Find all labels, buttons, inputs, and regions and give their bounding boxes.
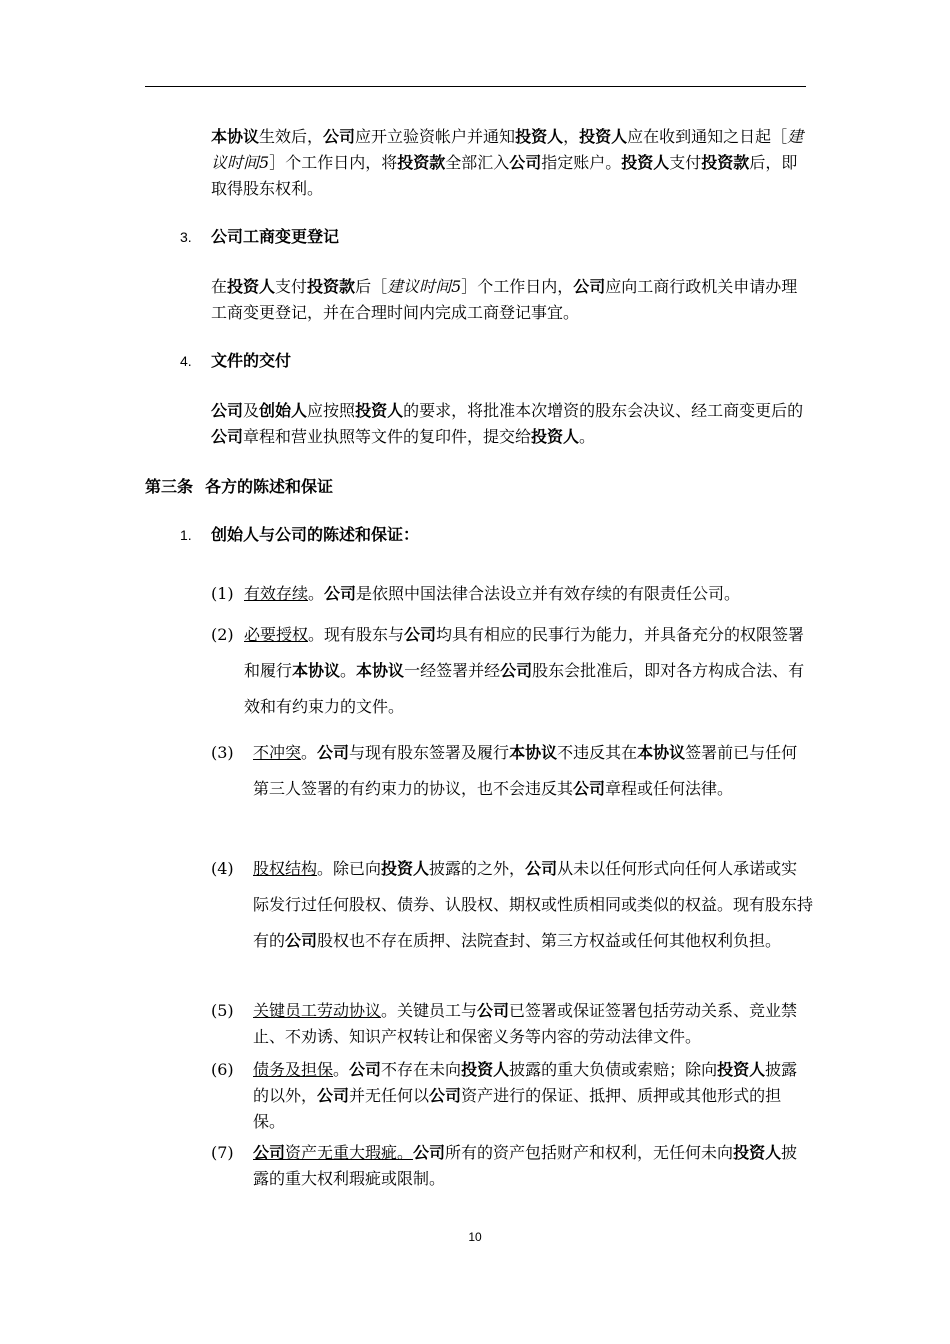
text-run: 支付 [669, 153, 702, 172]
bold-term: 本协议 [211, 127, 260, 146]
text-run: 。关键员工与 [381, 1001, 478, 1020]
text-run: 与现有股东签署及履行 [349, 743, 510, 762]
text-run: 一经签署并经 [404, 661, 501, 680]
bold-term: 投资人 [355, 401, 404, 420]
text-run: 披露的重大负债或索赔；除向 [509, 1060, 718, 1079]
section-title: 创始人与公司的陈述和保证： [211, 525, 420, 544]
bold-term: 投资人 [733, 1143, 782, 1162]
text-run: 披露的以外， [253, 1060, 798, 1105]
bold-term: 投资人 [515, 127, 564, 146]
bold-term: 公司 [509, 153, 542, 172]
text-run: 并无任何以 [349, 1086, 430, 1105]
underlined-heading: 有效存续 [244, 584, 309, 603]
bold-term: 公司 [324, 584, 357, 603]
text-run: ］个工作日内， [461, 277, 574, 296]
bold-term: 投资人 [461, 1060, 510, 1079]
item-number: 4. [180, 353, 192, 369]
underlined-heading: 债务及担保 [253, 1060, 334, 1079]
delivery-paragraph [211, 398, 811, 450]
bold-term: 公司 [349, 1060, 382, 1079]
item-title: 公司工商变更登记 [211, 227, 340, 246]
article-heading [145, 476, 333, 498]
bold-term: 投资款 [701, 153, 750, 172]
bold-term: 投资人 [717, 1060, 766, 1079]
text-run: 均具有相应的民事行为能力，并具备充分的权限签署和履行 [244, 625, 805, 680]
rep-number: (4) [211, 859, 234, 878]
text-run: ］个工作日内，将 [269, 153, 398, 172]
text-run: 及 [243, 401, 260, 420]
text-run: 。 [301, 743, 318, 762]
bold-term: 公司 [573, 779, 606, 798]
bold-term: 本协议 [292, 661, 341, 680]
text-run: 从未以任何形式向任何人承诺或实际发行过任何股权、债券、认股权、期权或性质相同或类似的权益。现有股东持有的 [253, 859, 814, 950]
registration-paragraph [211, 274, 811, 326]
rep-number: (7) [211, 1143, 234, 1162]
text-run: 签署前已与任何第三人签署的有约束力的协议，也不会违反其 [253, 743, 798, 798]
header-rule [145, 86, 806, 87]
text-run: 。 [340, 661, 357, 680]
bold-term: 公司 [317, 743, 350, 762]
text-run: 生效后， [259, 127, 324, 146]
section-number: 1. [180, 527, 192, 543]
text-run: 股权也不存在质押、法院查封、第三方权益或任何其他权利负担。 [317, 931, 782, 950]
text-run: 应在收到通知之日起［ [627, 127, 788, 146]
bold-term: 创始人 [259, 401, 308, 420]
article-title: 各方的陈述和保证 [205, 477, 334, 496]
rep-valid-existence [244, 581, 804, 607]
text-run: 支付 [275, 277, 308, 296]
underlined-heading: 股权结构 [253, 859, 318, 878]
bold-term: 公司 [317, 1086, 350, 1105]
rep-number: (3) [211, 743, 234, 762]
text-run: 应向工商行政机关申请办理工商变更登记，并在合理时间内完成工商登记事宜。 [211, 277, 798, 322]
text-run: 是依照中国法律合法设立并有效存续的有限责任公司。 [356, 584, 741, 603]
bold-term: 投资款 [307, 277, 356, 296]
funding-paragraph [211, 124, 811, 202]
rep-number: (2) [211, 625, 234, 644]
underlined-heading: 必要授权 [244, 625, 309, 644]
text-run: 应按照 [307, 401, 356, 420]
text-run: 不存在未向 [381, 1060, 462, 1079]
text-run: 披露的重大权利瑕疵或限制。 [253, 1143, 798, 1188]
bold-term: 本协议 [637, 743, 686, 762]
article-label: 第三条 [145, 477, 194, 496]
bold-term: 投资款 [397, 153, 446, 172]
rep-authorization [244, 617, 809, 725]
text-run: 指定账户。 [541, 153, 622, 172]
placeholder-term: 建议时间5 [211, 127, 804, 172]
text-run: 。除已向 [317, 859, 382, 878]
text-run: 后，即取得股东权利。 [211, 153, 798, 198]
text-run: 应开立验资帐户并通知 [355, 127, 516, 146]
text-run: 资产进行的保证、抵押、质押或其他形式的担保。 [253, 1086, 782, 1131]
bold-term: 公司 [413, 1143, 446, 1162]
bold-term: 投资人 [531, 427, 580, 446]
bold-term: 公司 [477, 1001, 510, 1020]
text-run: 披露的之外， [429, 859, 526, 878]
rep-key-employees [253, 998, 813, 1050]
bold-term: 本协议 [356, 661, 405, 680]
bold-term: 公司 [500, 661, 533, 680]
text-run: 在 [211, 277, 228, 296]
text-run: 。 [308, 584, 325, 603]
rep-assets [253, 1140, 813, 1192]
bold-term: 投资人 [227, 277, 276, 296]
text-run: 。 [579, 427, 596, 446]
bold-term: 公司 [429, 1086, 462, 1105]
item-title: 文件的交付 [211, 351, 292, 370]
text-run: 。 [333, 1060, 350, 1079]
underlined-heading: 不冲突 [253, 743, 302, 762]
bold-term: 投资人 [579, 127, 628, 146]
rep-number: (6) [211, 1060, 234, 1079]
rep-equity-structure [253, 851, 813, 959]
placeholder-term: 建议时间5 [387, 277, 462, 296]
bold-term: 公司 [573, 277, 606, 296]
text-run: 已签署或保证签署包括劳动关系、竞业禁止、不劝诱、知识产权转让和保密义务等内容的劳动法律文件。 [253, 1001, 798, 1046]
bold-term: 公司 [211, 401, 244, 420]
bold-term: 公司 [211, 427, 244, 446]
text-run: 全部汇入 [445, 153, 510, 172]
rep-number: (5) [211, 1001, 234, 1020]
text-run: 章程或任何法律。 [605, 779, 734, 798]
bold-term: 公司 [404, 625, 437, 644]
text-run: 。现有股东与 [308, 625, 405, 644]
page-number: 10 [468, 1230, 482, 1244]
bold-term: 投资人 [621, 153, 670, 172]
text-run: ， [563, 127, 580, 146]
text-run: 不违反其在 [557, 743, 638, 762]
text-run: 章程和营业执照等文件的复印件，提交给 [243, 427, 532, 446]
rep-number: (1) [211, 584, 234, 603]
bold-term: 公司 [323, 127, 356, 146]
rep-no-conflict [253, 735, 813, 807]
underlined-heading: 公司 [253, 1143, 286, 1162]
bold-term: 公司 [525, 859, 558, 878]
bold-term: 公司 [285, 931, 318, 950]
bold-term: 投资人 [381, 859, 430, 878]
text-run: 所有的资产包括财产和权利，无任何未向 [445, 1143, 734, 1162]
item-number: 3. [180, 229, 192, 245]
text-run: 股东会批准后，即对各方构成合法、有效和有约束力的文件。 [244, 661, 805, 716]
bold-term: 本协议 [509, 743, 558, 762]
underlined-heading: 关键员工劳动协议 [253, 1001, 382, 1020]
text-run: 后［ [355, 277, 388, 296]
rep-debts-guarantees [253, 1057, 813, 1135]
underlined-heading: 资产无重大瑕疵。 [285, 1143, 414, 1162]
text-run: 的要求，将批准本次增资的股东会决议、经工商变更后的 [403, 401, 804, 420]
